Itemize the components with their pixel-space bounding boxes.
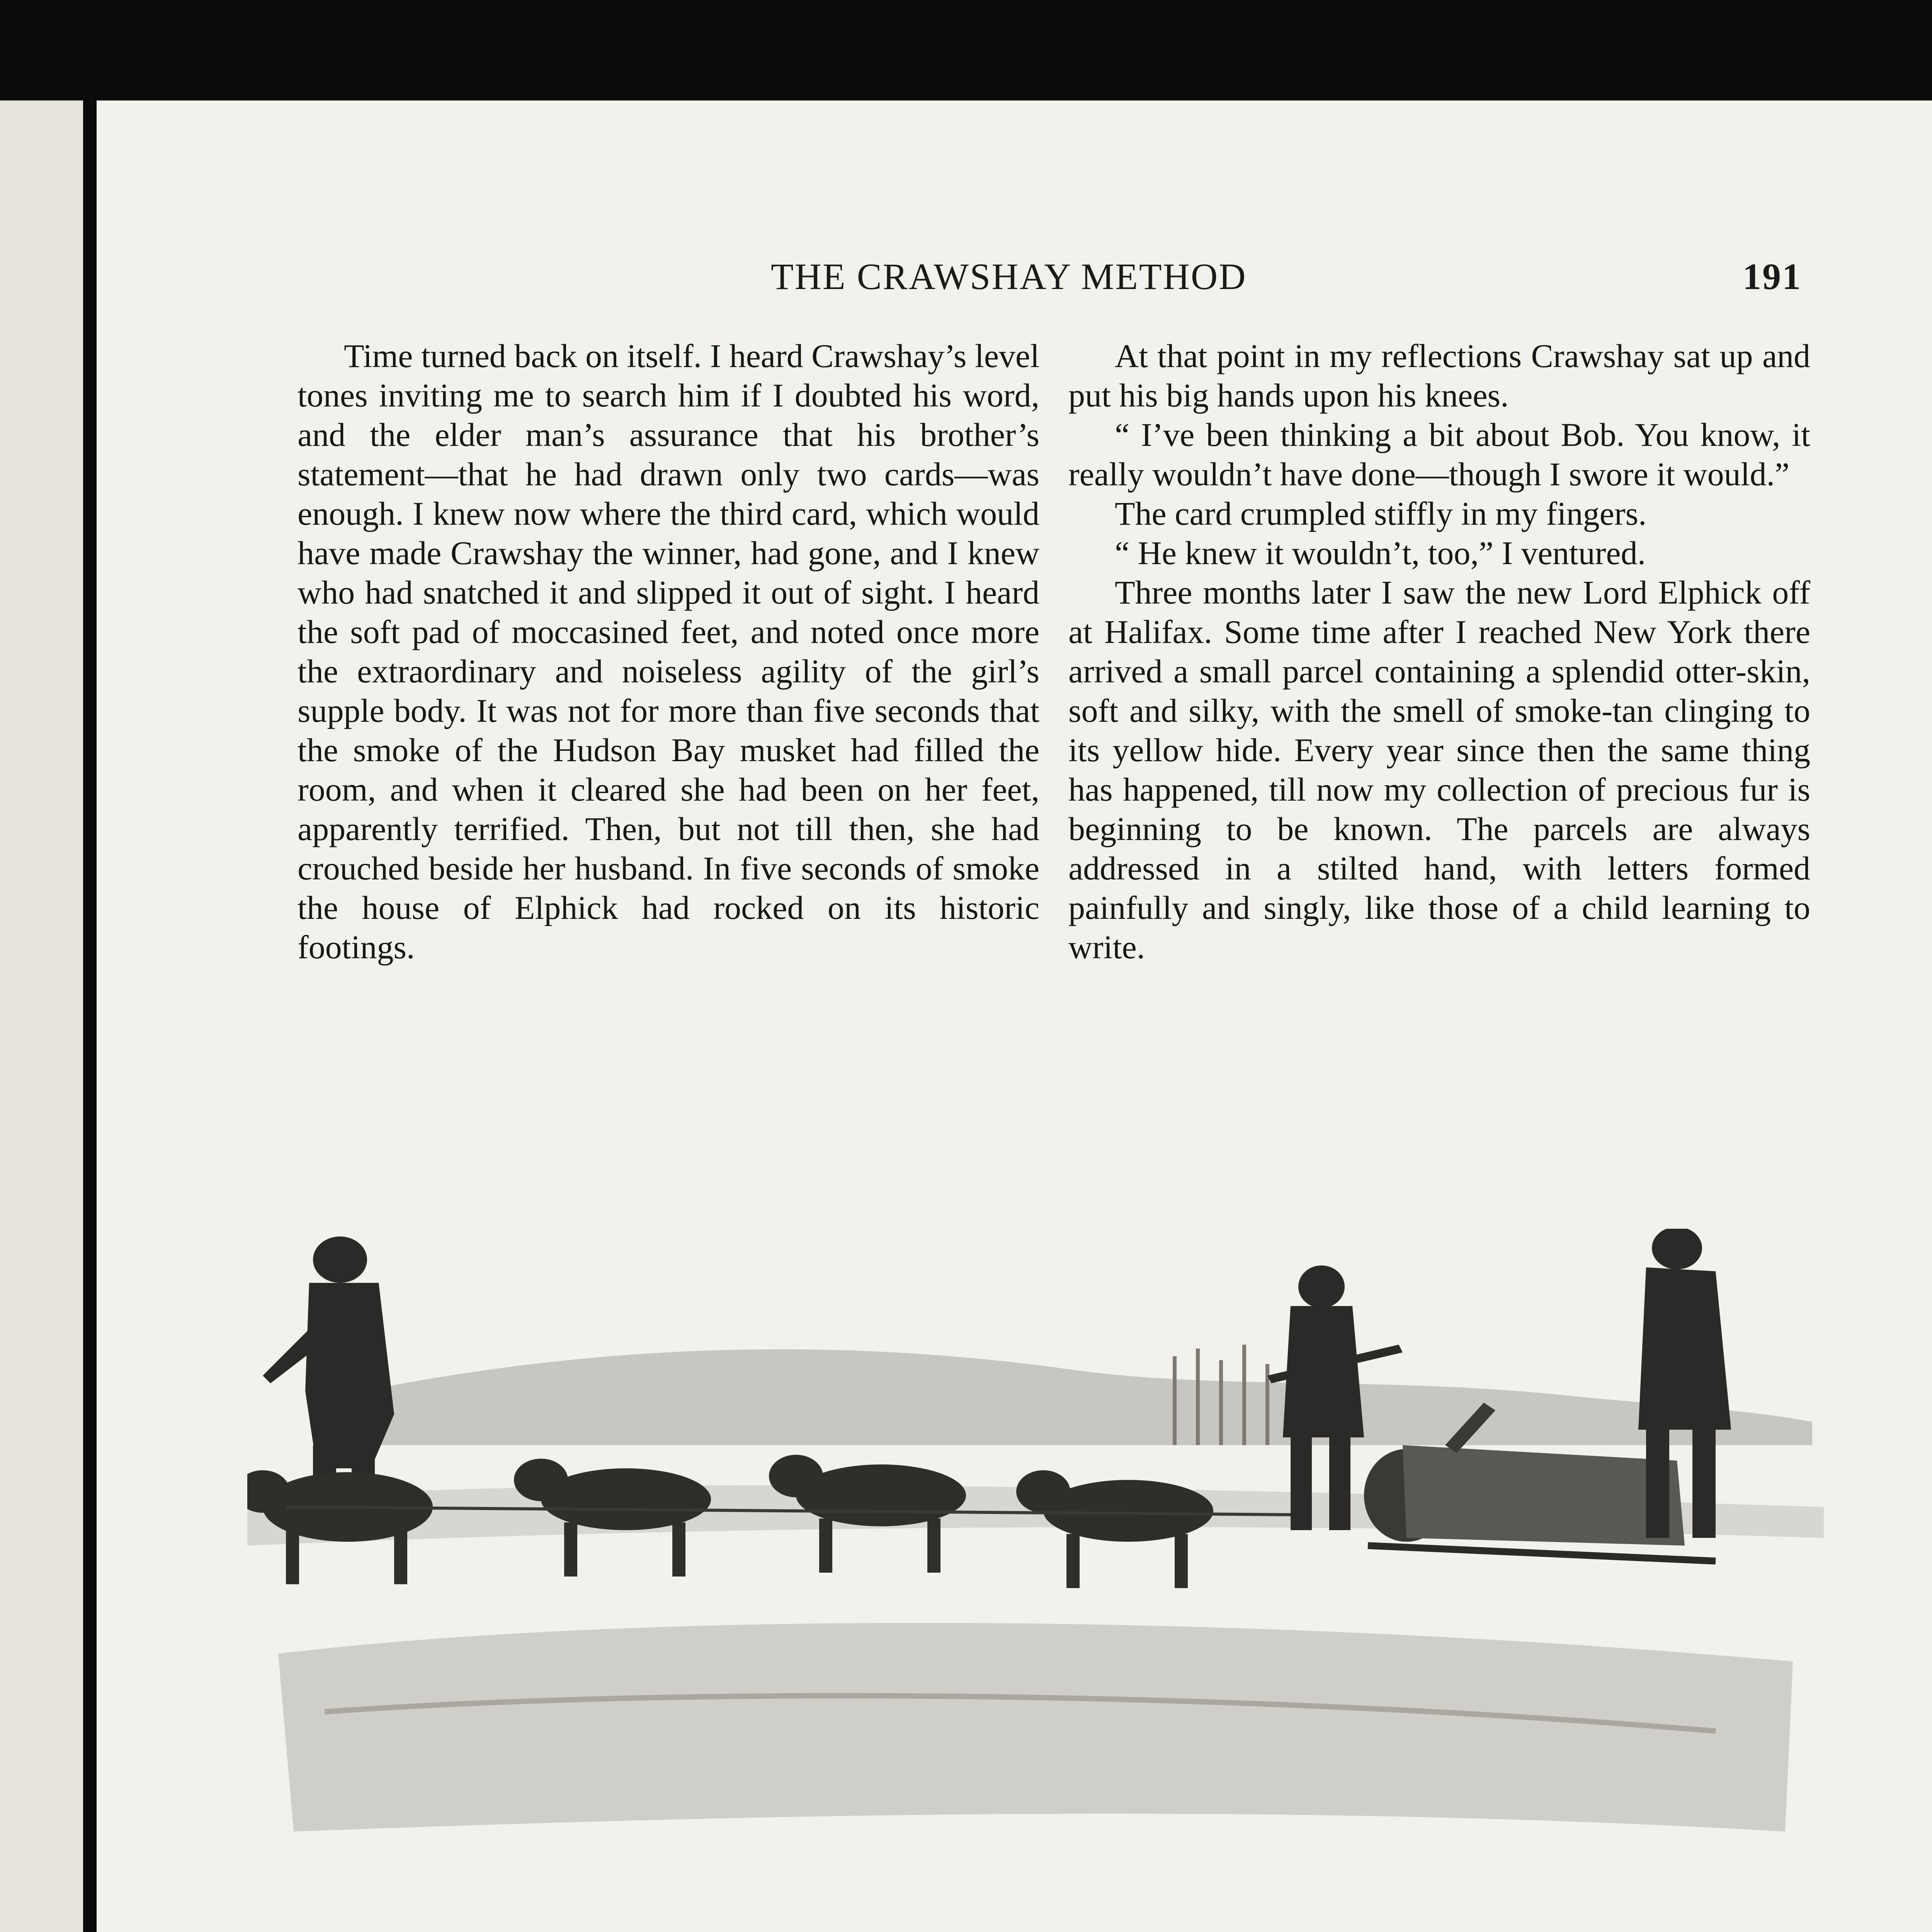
paragraph: Three months later I saw the new Lord Elphick off at Halifax. Some time after I reached New York there arrived a small parcel containing a splendid otter-skin, soft and silky, with the smell of smoke-tan clinging to its yellow hide. Every year since then the same thing has happened, till now my collection of precious fur is beginning to be known. The parcels are always addressed in a stilted hand, with letters formed painfully and singly, like those of a child learning to write. (1068, 574, 1810, 966)
facing-page-edge (0, 100, 83, 1932)
page-number: 191 (1743, 256, 1802, 297)
running-title: THE CRAWSHAY METHOD (771, 256, 1247, 297)
dog-sled-illustration (247, 1229, 1824, 1862)
paragraph: The card crumpled stiffly in my fingers. (1115, 495, 1647, 532)
paragraph: “ I’ve been thinking a bit about Bob. You know, it really wouldn’t have done—though I swore it would.” (1068, 416, 1810, 493)
paragraph: At that point in my reflections Crawshay sat up and put his big hands upon his knees. (1068, 337, 1810, 414)
right-text-column (1068, 336, 1810, 967)
paragraph: Time turned back on itself. I heard Crawshay’s level tones inviting me to search him if I doubted his word, and the elder man’s assurance that his brother’s statement—that he had drawn only two cards—was enough. I knew now where the third card, which would have made Crawshay the winner, had gone, and I knew who had snatched it and slipped it out of sight. I heard the soft pad of moccasined feet, and noted once more the extraordinary and noiseless agility of the girl’s supple body. It was not for more than five seconds that the smoke of the Hudson Bay musket had filled the room, and when it cleared she had been on her feet, apparently terrified. Then, but not till then, she had crouched beside her husband. In five seconds of smoke the house of Elphick had rocked on its historic footings. (298, 337, 1039, 966)
paragraph: “ He knew it wouldn’t, too,” I ventured. (1115, 534, 1646, 571)
left-text-column (298, 336, 1039, 967)
